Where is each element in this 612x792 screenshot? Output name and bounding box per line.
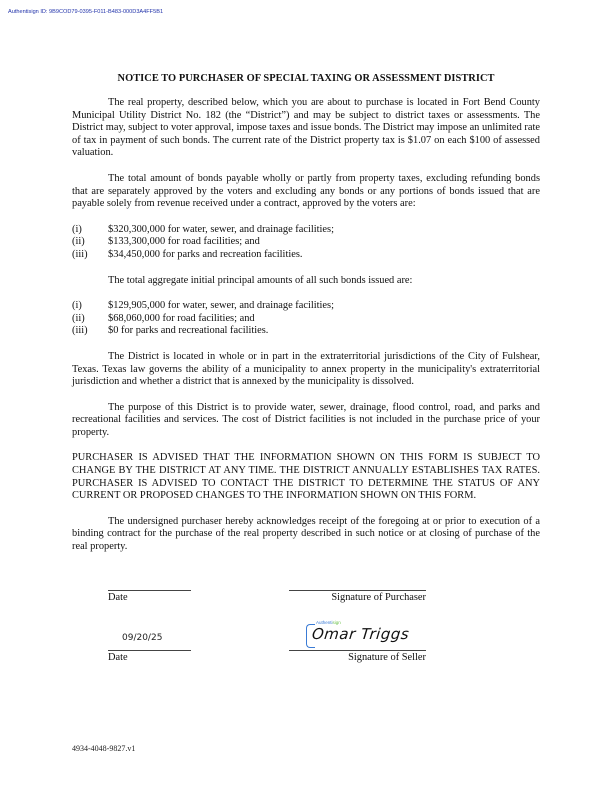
paragraph-issued-bonds-intro: The total aggregate initial principal amounts of all such bonds issued are: bbox=[108, 274, 413, 286]
list-item bbox=[72, 300, 540, 313]
purchaser-date-field[interactable] bbox=[108, 590, 191, 591]
list-item-text: $133,300,000 for road facilities; and bbox=[108, 236, 260, 248]
list-item-number: (iii) bbox=[72, 325, 88, 337]
seller-date-value: 09/20/25 bbox=[122, 633, 163, 643]
paragraph-purpose: The purpose of this District is to provide water, sewer, drainage, flood control, road, and parks and recreational facilities and services. The cost of District facilities is not included in the purchase price of your property. bbox=[72, 401, 540, 438]
list-item-text: $34,450,000 for parks and recreation facilities. bbox=[108, 248, 303, 260]
paragraph-district-intro: The real property, described below, which you are about to purchase is located in Fort Bend County Municipal Utility District No. 182 (the “District”) and may be subject to district taxes or assessments. The District may, subject to voter approval, impose taxes and issue bonds. The District may impose an unlimited rate of tax in payment of such bonds. The current rate of the District property tax is $1.07 on each $100 of assessed valuation. bbox=[72, 97, 540, 159]
seller-signature-value: Omar Triggs bbox=[311, 625, 411, 643]
purchaser-signature-label: Signature of Purchaser bbox=[331, 592, 426, 603]
seller-signature-block bbox=[108, 618, 426, 668]
list-item-text: $0 for parks and recreational facilities. bbox=[108, 325, 269, 337]
paragraph-etj: The District is located in whole or in part in the extraterritorial jurisdictions of the City of Fulshear, Texas. Texas law governs the ability of a municipality to annex property in the municipality's extraterritorial jurisdiction and whether a district that is annexed by the municipality is dissolved. bbox=[72, 350, 540, 388]
paragraph-approved-bonds-intro: The total amount of bonds payable wholly or partly from property taxes, excluding refunding bonds that are separately approved by the voters and excluding any bonds or any portions of bonds issued that are payable solely from revenue received under a contract, approved by the voters are: bbox=[72, 172, 540, 210]
authentisign-id: Authentisign ID: 9B9COD79-0395-F011-B483-000D3A4FF5B1 bbox=[8, 9, 164, 15]
list-item-number: (i) bbox=[72, 223, 82, 235]
list-item-number: (i) bbox=[72, 300, 82, 312]
list-item bbox=[72, 224, 540, 237]
document-number: 4934-4048-9827.v1 bbox=[72, 744, 136, 753]
seller-esignature bbox=[306, 620, 416, 646]
esign-brand-logo: Authentisign bbox=[316, 620, 341, 625]
seller-date-field[interactable] bbox=[108, 650, 191, 651]
seller-signature-field[interactable] bbox=[289, 650, 426, 651]
list-item-number: (ii) bbox=[72, 312, 85, 324]
list-item-text: $68,060,000 for road facilities; and bbox=[108, 312, 255, 324]
list-item bbox=[72, 236, 540, 249]
list-item bbox=[72, 249, 540, 262]
list-item-number: (iii) bbox=[72, 248, 88, 260]
document-body bbox=[72, 72, 540, 554]
purchaser-signature-field[interactable] bbox=[289, 590, 426, 591]
seller-signature-label: Signature of Seller bbox=[348, 652, 426, 663]
list-item-number: (ii) bbox=[72, 236, 85, 248]
purchaser-signature-block bbox=[108, 584, 426, 604]
list-item-text: $320,300,000 for water, sewer, and drainage facilities; bbox=[108, 223, 334, 235]
approved-bonds-list bbox=[72, 224, 540, 262]
list-item bbox=[72, 313, 540, 326]
list-item bbox=[72, 325, 540, 338]
issued-bonds-list bbox=[72, 300, 540, 338]
paragraph-acknowledgement: The undersigned purchaser hereby acknowledges receipt of the foregoing at or prior to execution of a binding contract for the purchase of the real property described in such notice or at closing of purchase of the real property. bbox=[72, 515, 540, 553]
purchaser-date-label: Date bbox=[108, 592, 128, 603]
seller-date-label: Date bbox=[108, 652, 128, 663]
purchaser-advisory-notice: PURCHASER IS ADVISED THAT THE INFORMATION SHOWN ON THIS FORM IS SUBJECT TO CHANGE BY THE DISTRICT AT ANY TIME. THE DISTRICT ANNUALLY ESTABLISHES TAX RATES. PURCHASER IS ADVISED TO CONTACT THE DISTRICT TO DETERMINE THE STATUS OF ANY CURRENT OR PROPOSED CHANGES TO THE INFORMATION SHOWN ON THIS FORM. bbox=[72, 452, 540, 502]
list-item-text: $129,905,000 for water, sewer, and drainage facilities; bbox=[108, 300, 334, 312]
document-title: NOTICE TO PURCHASER OF SPECIAL TAXING OR ASSESSMENT DISTRICT bbox=[117, 73, 495, 84]
